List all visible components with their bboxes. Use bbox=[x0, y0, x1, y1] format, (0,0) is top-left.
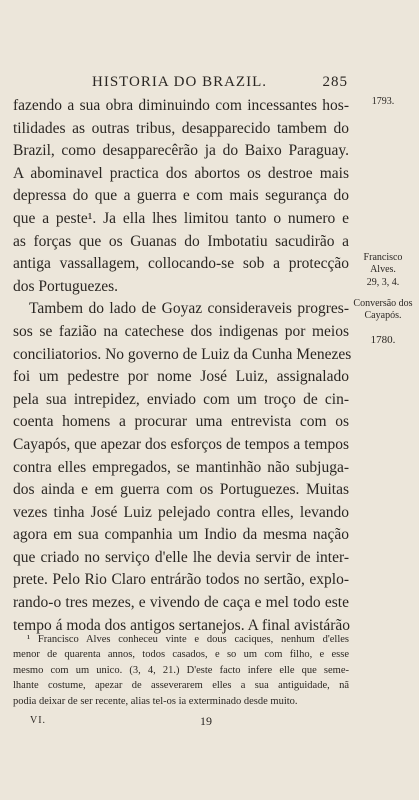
body-line: tempo á moda dos antigos sertanejos. A final avistárão bbox=[13, 616, 351, 634]
signature-mark: VI. bbox=[30, 715, 47, 726]
body-line: pela sua intrepidez, enviado com um troço de cin- bbox=[13, 390, 349, 408]
body-line: rando-o tres mezes, e vivendo de caça e mel todo este bbox=[13, 594, 349, 612]
margin-note-name: Francisco Alves. bbox=[363, 252, 403, 275]
footnotes bbox=[13, 632, 349, 709]
body-line: coenta homens a procurar uma entrevista com os bbox=[13, 413, 349, 431]
footnote-line: ¹ Francisco Alves conheceu vinte e dous caciques, nenhum d'elles bbox=[27, 634, 349, 645]
body-line: sos se fazião na catechese dos indigenas por meios bbox=[13, 322, 349, 340]
body-line: dos ainda e em guerra com os Portuguezes. Muitas bbox=[13, 481, 349, 499]
body-line: Cayapós, que apezar dos esforços de tempos a tempos bbox=[13, 435, 349, 453]
body-line: antiga vassallagem, collocando-se sob a protecção bbox=[13, 255, 349, 273]
body-line: Tambem do lado de Goyaz consideraveis progres- bbox=[29, 300, 349, 318]
margin-note-ref: 29, 3, 4. bbox=[366, 277, 400, 288]
body-line: foi um pedestre por nome José Luiz, assignalado bbox=[13, 368, 349, 386]
body-line: A abominavel practica dos abortos os destroe mais bbox=[13, 164, 349, 182]
body-line: Brazil, como desapparecêrão ja do Baixo Paraguay. bbox=[13, 142, 349, 160]
footnote-line: podia deixar de ser recente, alias tel-os ia exterminado desde muito. bbox=[13, 695, 298, 707]
running-title: HISTORIA DO BRAZIL. bbox=[92, 74, 267, 90]
margin-note-topic: Conversão dos Cayapós. bbox=[353, 298, 413, 321]
gathering-number: 19 bbox=[200, 714, 212, 728]
body-line: prete. Pelo Rio Claro entrárão todos no sertão, explo- bbox=[13, 571, 349, 589]
body-line: tilidades as outras tribus, desapparecido tambem do bbox=[13, 119, 349, 137]
body-line: contra elles empregados, se mantinhão não subjuga- bbox=[13, 458, 349, 476]
body-line: dos Portuguezes. bbox=[13, 277, 119, 295]
body-line: vezes tinha José Luiz pelejado contra elles, levando bbox=[13, 503, 349, 521]
footnote-line: menor de quarenta annos, todos casados, e so um com filho, e esse bbox=[13, 649, 349, 661]
body-line: as forças que os Guanas do Imbotatiu sacudirão a bbox=[13, 232, 349, 250]
margin-note-year-1780: 1780. bbox=[370, 334, 396, 346]
body-line: depressa do que a guerra e com mais segurança do bbox=[13, 187, 349, 205]
body-line: agora em sua companhia um Indio da mesma nação bbox=[13, 526, 349, 544]
footnote-line: mesmo com um unico. (3, 4, 21.) D'este facto infere elle que seme- bbox=[13, 664, 349, 676]
body-line: conciliatorios. No governo de Luiz da Cunha Menezes bbox=[13, 345, 352, 363]
body-text bbox=[13, 95, 352, 637]
running-header bbox=[92, 74, 348, 91]
body-line: que criado no serviço d'elle lhe devia servir de inter- bbox=[13, 548, 349, 566]
footnote-line: lhante costume, apezar de asseverarem elles a sua antiguidade, nã bbox=[13, 680, 349, 692]
body-line: fazendo a sua obra diminuindo com incessantes hos- bbox=[13, 97, 349, 114]
margin-note-year-1793: 1793. bbox=[371, 96, 395, 107]
page-number: 285 bbox=[322, 74, 348, 90]
body-line: que a peste¹. Ja ella lhes limitou tanto o numero e bbox=[13, 209, 349, 227]
